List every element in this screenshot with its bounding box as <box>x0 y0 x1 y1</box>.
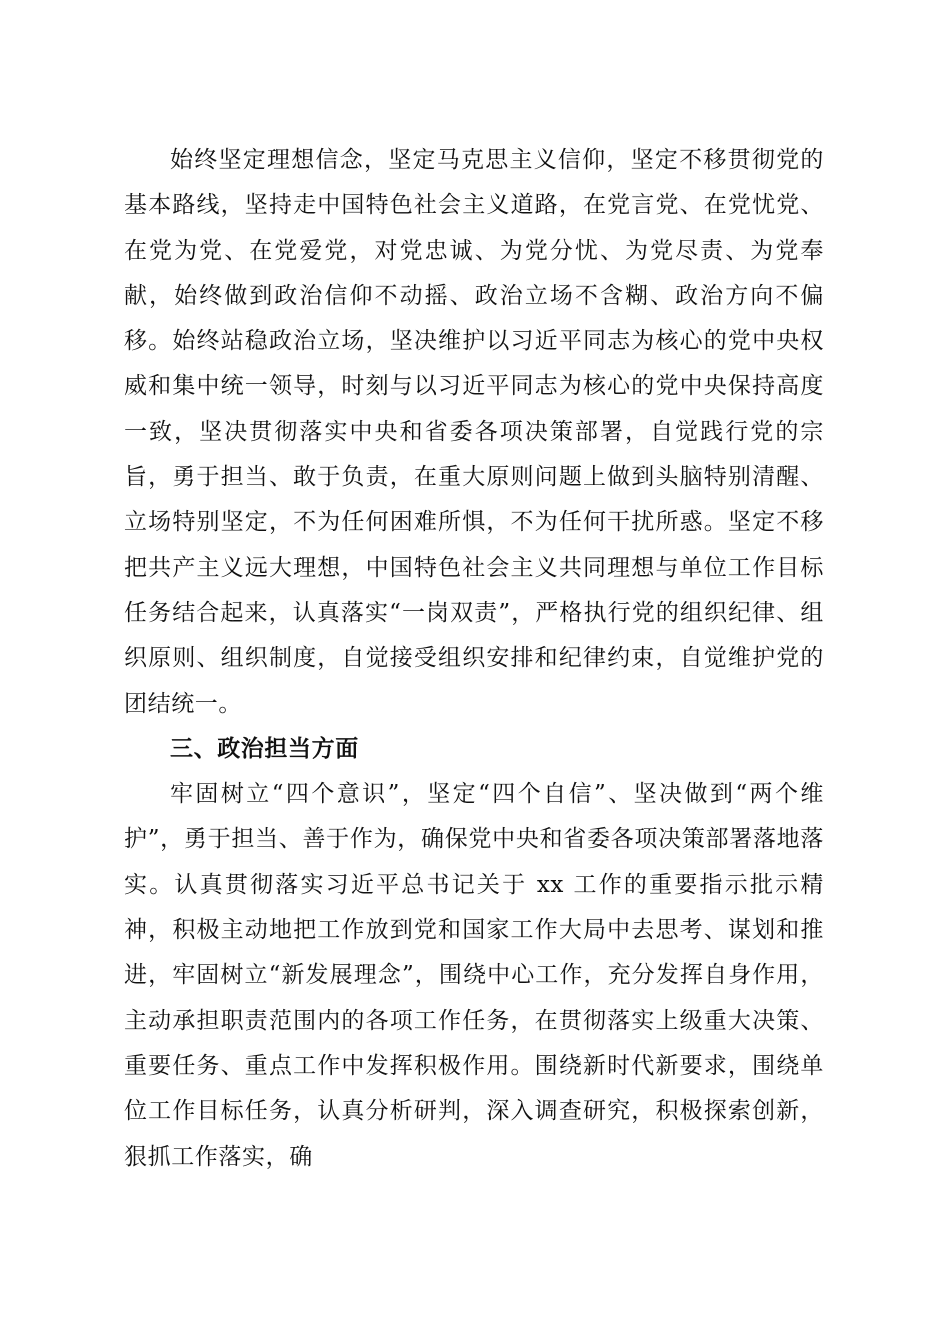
body-paragraph-1: 始终坚定理想信念，坚定马克思主义信仰，坚定不移贯彻党的基本路线，坚持走中国特色社会主义道路，在党言党、在党忧党、在党为党、在党爱党，对党忠诚、为党分忧、为党尽责、为党奉献，始终做到政治信仰不动摇、政治立场不含糊、政治方向不偏移。始终站稳政治立场，坚决维护以习近平同志为核心的党中央权威和集中统一领导，时刻与以习近平同志为核心的党中央保持高度一致，坚决贯彻落实中央和省委各项决策部署，自觉践行党的宗旨，勇于担当、敢于负责，在重大原则问题上做到头脑特别清醒、立场特别坚定，不为任何困难所惧，不为任何干扰所惑。坚定不移把共产主义远大理想，中国特色社会主义共同理想与单位工作目标任务结合起来，认真落实“一岗双责”，严格执行党的组织纪律、组织原则、组织制度，自觉接受组织安排和纪律约束，自觉维护党的团结统一。 <box>124 147 824 717</box>
section-heading: 三、政治担当方面 <box>170 735 359 762</box>
document-body <box>124 138 824 1180</box>
body-paragraph-2: 牢固树立“四个意识”，坚定“四个自信”、坚决做到“两个维护”，勇于担当、善于作为，确保党中央和省委各项决策部署落地落实。认真贯彻落实习近平总书记关于 xx 工作的重要指示批示精神，积极主动地把工作放到党和国家工作大局中去思考、谋划和推进，牢固树立“新发展理念”，围绕中心工作，充分发挥自身作用，主动承担职责范围内的各项工作任务，在贯彻落实上级重大决策、重要任务、重点工作中发挥积极作用。围绕新时代新要求，围绕单位工作目标任务，认真分析研判，深入调查研究，积极探索创新，狠抓工作落实，确 <box>124 781 824 1170</box>
